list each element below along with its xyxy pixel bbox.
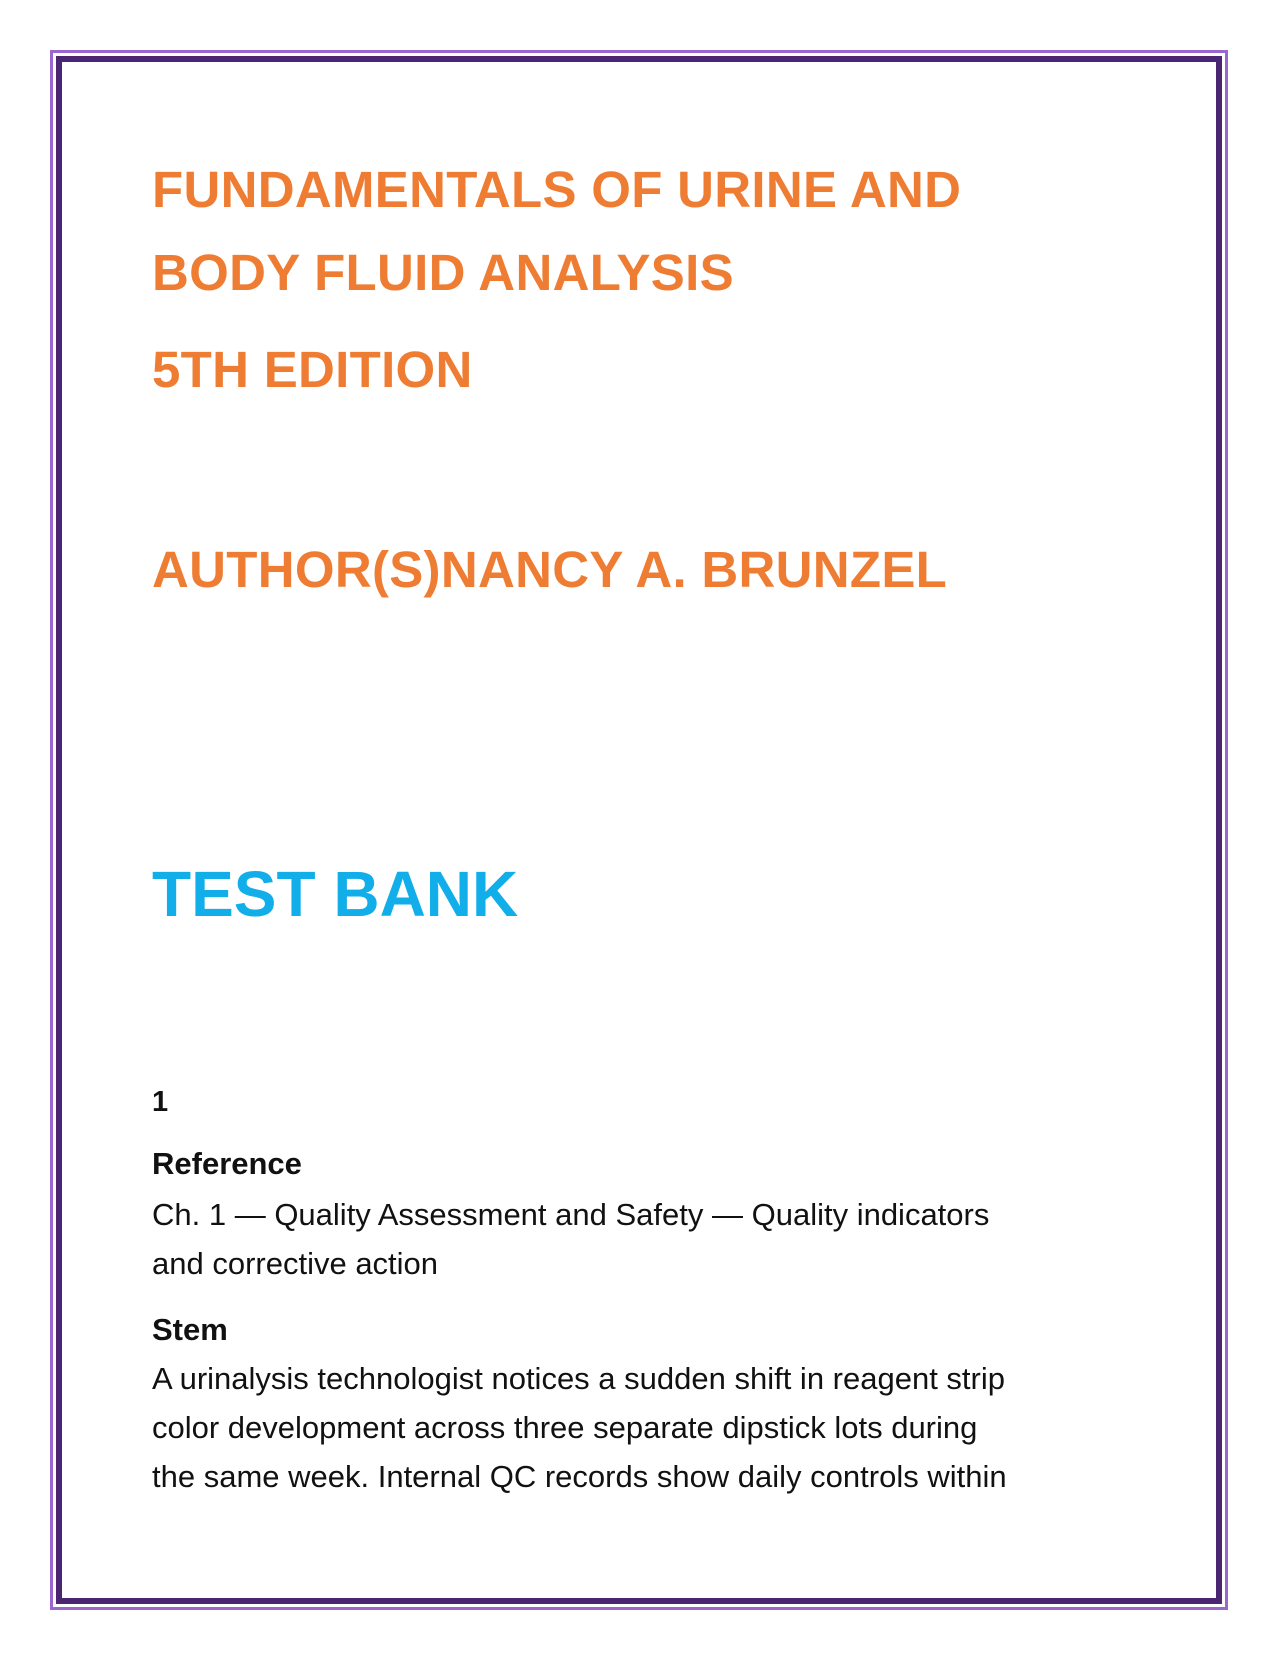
question-number: 1 xyxy=(152,1086,169,1118)
stem-label: Stem xyxy=(152,1312,228,1347)
book-title-line-1: FUNDAMENTALS OF URINE AND xyxy=(152,161,962,218)
reference-line: Ch. 1 — Quality Assessment and Safety — Quality indicators xyxy=(152,1197,990,1232)
stem-line: the same week. Internal QC records show daily controls within xyxy=(152,1459,1007,1494)
book-title-line-2: BODY FLUID ANALYSIS xyxy=(152,244,734,301)
stem-line: color development across three separate dipstick lots during xyxy=(152,1410,978,1445)
reference-line: and corrective action xyxy=(152,1246,439,1281)
edition-label: 5TH EDITION xyxy=(152,341,473,398)
stem-text xyxy=(152,1354,1132,1501)
reference-text xyxy=(152,1190,1132,1288)
author-line: AUTHOR(S)NANCY A. BRUNZEL xyxy=(152,541,948,598)
test-bank-heading: TEST BANK xyxy=(152,858,519,930)
reference-label: Reference xyxy=(152,1146,302,1181)
stem-line: A urinalysis technologist notices a sudden shift in reagent strip xyxy=(152,1361,1005,1396)
